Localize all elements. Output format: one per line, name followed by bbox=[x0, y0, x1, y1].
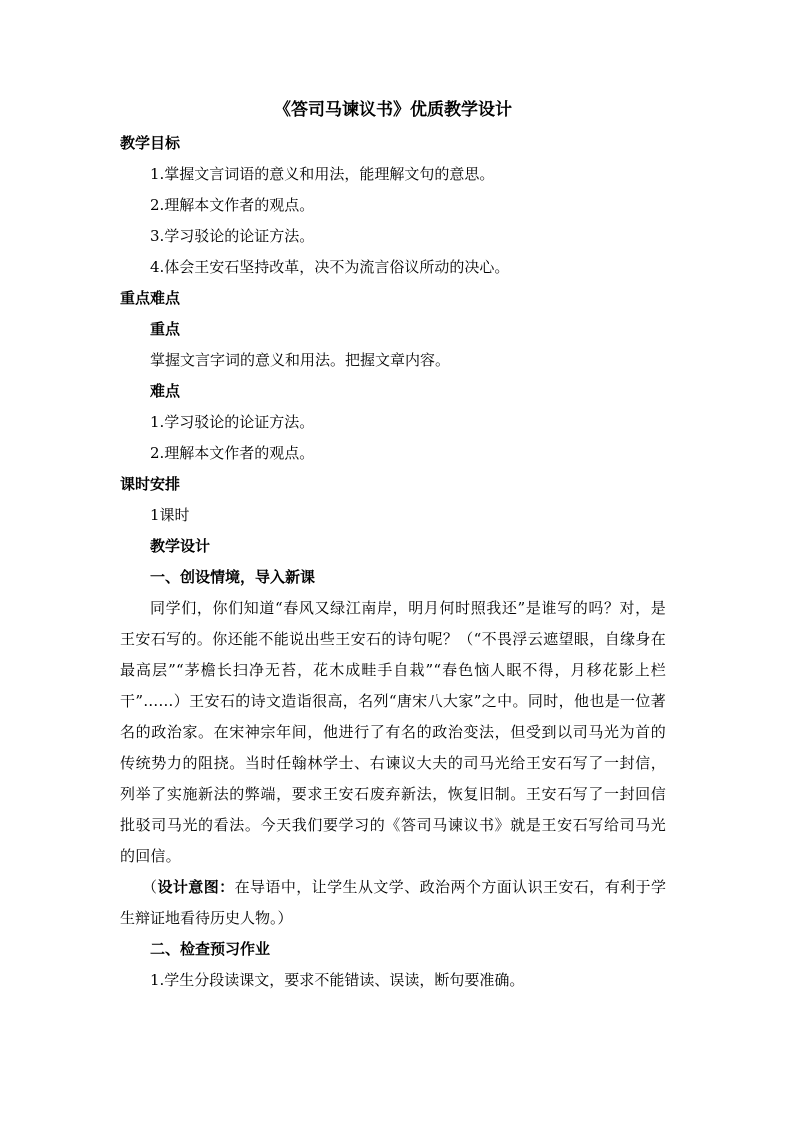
difficulty-item-1: 1.学习驳论的论证方法。 bbox=[150, 413, 315, 431]
design-intent-text: 在导语中，让学生从文学、政治两个方面认识王安石，有利于学生辩证地看待历史人物。） bbox=[120, 878, 666, 927]
document-title: 《答司马谏议书》优质教学设计 bbox=[274, 100, 512, 120]
goal-item-4: 4.体会王安石坚持改革，决不为流言俗议所动的决心。 bbox=[150, 258, 510, 276]
goal-item-2: 2.理解本文作者的观点。 bbox=[150, 196, 315, 214]
document-body bbox=[120, 96, 666, 996]
goals-heading: 教学目标 bbox=[120, 134, 181, 152]
design-intent-label: 设计意图： bbox=[157, 878, 235, 896]
difficulty-heading: 难点 bbox=[150, 382, 181, 400]
note-open-paren: （ bbox=[142, 878, 158, 896]
section1-paragraph: 同学们，你们知道“春风又绿江南岸，明月何时照我还”是谁写的吗？对，是王安石写的。你还能不能说出些王安石的诗句呢？（“不畏浮云遮望眼，自缘身在最高层”“茅檐长扫净无苔，花木成畦手自栽”“春色恼人眠不得，月移花影上栏干”……）王安石的诗文造诣很高，名列“唐宋八大家”之中。同时，他也是一位著名的政治家。在宋神宗年间，他进行了有名的政治变法，但受到以司马光为首的传统势力的阻挠。当时任翰林学士、右谏议大夫的司马光给王安石写了一封信，列举了实施新法的弊端，要求王安石废弃新法，恢复旧制。王安石写了一封回信批驳司马光的看法。今天我们要学习的《答司马谏议书》就是王安石写给司马光的回信。 bbox=[120, 599, 666, 865]
key-points-heading: 重点难点 bbox=[120, 289, 181, 307]
design-heading: 教学设计 bbox=[150, 537, 211, 555]
goal-item-1: 1.掌握文言词语的意义和用法，能理解文句的意思。 bbox=[150, 165, 495, 183]
goal-item-3: 3.学习驳论的论证方法。 bbox=[150, 227, 315, 245]
schedule-text: 1课时 bbox=[150, 506, 190, 524]
design-intent-note bbox=[120, 872, 666, 934]
focus-heading: 重点 bbox=[150, 320, 181, 338]
difficulty-item-2: 2.理解本文作者的观点。 bbox=[150, 444, 315, 462]
schedule-heading: 课时安排 bbox=[120, 475, 181, 493]
section2-item-1: 1.学生分段读课文，要求不能错读、误读，断句要准确。 bbox=[150, 971, 525, 989]
focus-text: 掌握文言字词的意义和用法。把握文章内容。 bbox=[150, 351, 451, 369]
section1-heading: 一、创设情境，导入新课 bbox=[150, 568, 316, 586]
section2-heading: 二、检查预习作业 bbox=[150, 940, 271, 958]
